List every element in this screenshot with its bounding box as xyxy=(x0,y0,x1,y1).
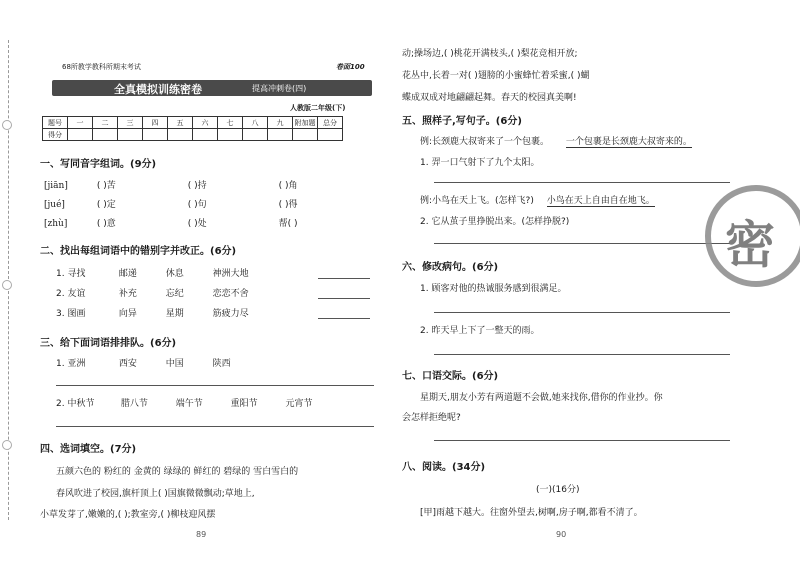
score-cell: 二 xyxy=(93,117,118,129)
full-score: 卷面100 xyxy=(336,63,365,71)
left-page xyxy=(0,0,398,566)
word: 重阳节 xyxy=(230,399,258,409)
score-cell: 三 xyxy=(118,117,143,129)
seal-character: 密 xyxy=(725,216,775,274)
score-input-cell[interactable] xyxy=(143,129,168,141)
grade-label: 人教版二年级(下) xyxy=(290,104,346,112)
word: 神洲大地 xyxy=(212,269,249,279)
binding-hole xyxy=(2,440,12,450)
word: 恋恋不舍 xyxy=(212,289,249,299)
score-input-cell[interactable] xyxy=(68,129,93,141)
blank-item[interactable]: ( )角 xyxy=(278,181,298,191)
score-cell: 九 xyxy=(268,117,293,129)
word: 邮递 xyxy=(118,269,137,279)
word: 西安 xyxy=(118,359,137,369)
answer-line[interactable] xyxy=(318,318,370,319)
q1-row xyxy=(44,197,298,210)
binding-hole xyxy=(2,120,12,130)
exam-subtitle: 提高冲刺卷(四) xyxy=(252,84,307,93)
answer-line[interactable] xyxy=(56,385,374,386)
word: 元宵节 xyxy=(285,399,313,409)
word: 补充 xyxy=(118,289,137,299)
q3-row xyxy=(56,396,313,409)
page-number: 89 xyxy=(196,530,207,539)
score-input-cell[interactable] xyxy=(318,129,343,141)
word: 1. 亚洲 xyxy=(56,359,86,369)
q6-item: 1. 顾客对他的热诚服务感到很满足。 xyxy=(420,284,567,294)
score-input-cell[interactable] xyxy=(218,129,243,141)
q5-heading: 五、照样子,写句子。(6分) xyxy=(402,116,522,127)
q2-row xyxy=(56,266,249,279)
q6-item: 2. 昨天早上下了一整天的雨。 xyxy=(420,326,540,336)
q4-passage-line: 动;操场边,( )桃花开满枝头,( )梨花竞相开放; xyxy=(402,49,578,59)
word: 腊八节 xyxy=(120,399,148,409)
example-answer: 小鸟在天上自由自在地飞。 xyxy=(547,193,655,207)
word: 2. 中秋节 xyxy=(56,399,95,409)
blank-item[interactable]: ( )定 xyxy=(96,200,116,210)
q4-word-bank: 五颜六色的 粉红的 金黄的 绿绿的 鲜红的 碧绿的 雪白雪白的 xyxy=(56,467,299,477)
q3-heading: 三、给下面词语排排队。(6分) xyxy=(40,338,177,349)
score-input-cell[interactable] xyxy=(118,129,143,141)
score-cell: 六 xyxy=(193,117,218,129)
blank-item[interactable]: ( )处 xyxy=(187,219,207,229)
score-input-cell[interactable] xyxy=(193,129,218,141)
word: 忘纪 xyxy=(165,289,184,299)
q4-passage-line: 小草发芽了,嫩嫩的,( );教室旁,( )柳枝迎风摆 xyxy=(40,510,216,520)
score-cell: 得分 xyxy=(43,129,68,141)
example-answer: 一个包裹是长颈鹿大叔寄来的。 xyxy=(566,134,692,148)
q4-passage-line: 蝶成双成对地翩翩起舞。春天的校园真美啊! xyxy=(402,93,577,103)
q2-heading: 二、找出每组词语中的错别字并改正。(6分) xyxy=(40,246,237,257)
score-cell: 七 xyxy=(218,117,243,129)
exam-title: 全真模拟训练密卷 xyxy=(114,83,202,96)
score-table xyxy=(42,116,343,141)
score-input-cell[interactable] xyxy=(268,129,293,141)
score-input-cell[interactable] xyxy=(243,129,268,141)
score-cell: 总分 xyxy=(318,117,343,129)
score-cell: 一 xyxy=(68,117,93,129)
word: 中国 xyxy=(165,359,184,369)
blank-item[interactable]: 帮( ) xyxy=(278,219,298,229)
binding-hole xyxy=(2,280,12,290)
blank-item[interactable]: ( )句 xyxy=(187,200,207,210)
q1-row xyxy=(44,216,298,229)
score-table-header-row xyxy=(43,117,343,129)
q2-row xyxy=(56,286,249,299)
answer-line[interactable] xyxy=(434,243,730,244)
pinyin: [jué] xyxy=(44,200,65,210)
word: 1. 寻找 xyxy=(56,269,86,279)
q8-heading: 八、阅读。(34分) xyxy=(402,462,486,473)
answer-line[interactable] xyxy=(318,298,370,299)
answer-line[interactable] xyxy=(318,278,370,279)
q5-example xyxy=(420,193,655,207)
word: 向异 xyxy=(118,309,137,319)
blank-item[interactable]: ( )持 xyxy=(187,181,207,191)
answer-line[interactable] xyxy=(56,426,374,427)
score-cell: 附加题 xyxy=(294,118,316,127)
word: 筋疲力尽 xyxy=(212,309,249,319)
score-cell: 四 xyxy=(143,117,168,129)
score-input-cell[interactable] xyxy=(93,129,118,141)
score-input-cell[interactable] xyxy=(293,129,318,141)
example-sentence: 例:长颈鹿大叔寄来了一个包裹。 xyxy=(420,137,550,147)
answer-line[interactable] xyxy=(434,440,730,441)
q7-heading: 七、口语交际。(6分) xyxy=(402,371,499,382)
q4-passage-line: 春风吹进了校园,旗杆顶上( )国旗微微飘动;草地上, xyxy=(56,489,255,499)
q8-subheading: (一)(16分) xyxy=(536,485,580,495)
answer-line[interactable] xyxy=(434,312,730,313)
score-cell: 五 xyxy=(168,117,193,129)
q2-row xyxy=(56,306,249,319)
q4-passage-line: 花丛中,长着一对( )翅膀的小蜜蜂忙着采蜜,( )蝴 xyxy=(402,71,590,81)
score-cell: 八 xyxy=(243,117,268,129)
answer-line[interactable] xyxy=(434,354,730,355)
blank-item[interactable]: ( )意 xyxy=(96,219,116,229)
q6-heading: 六、修改病句。(6分) xyxy=(402,262,499,273)
blank-item[interactable]: ( )苦 xyxy=(96,181,116,191)
q5-item: 2. 它从茧子里挣脱出来。(怎样挣脱?) xyxy=(420,217,570,227)
word: 3. 图画 xyxy=(56,309,86,319)
word: 陕西 xyxy=(212,359,231,369)
q3-row xyxy=(56,356,231,369)
score-table-score-row xyxy=(43,129,343,141)
q4-heading: 四、选词填空。(7分) xyxy=(40,444,137,455)
word: 休息 xyxy=(165,269,184,279)
answer-line[interactable] xyxy=(434,182,730,183)
word: 2. 友谊 xyxy=(56,289,86,299)
series-label: 68所教学教科所期末考试 xyxy=(62,63,141,71)
word: 端午节 xyxy=(175,399,203,409)
exam-title-bar xyxy=(52,80,372,96)
q5-item: 1. 羿一口气射下了九个太阳。 xyxy=(420,158,540,168)
q7-text: 会怎样拒绝呢? xyxy=(402,413,461,423)
score-input-cell[interactable] xyxy=(168,129,193,141)
pinyin: [jiān] xyxy=(44,181,68,191)
q8-passage: [甲]雨越下越大。往窗外望去,树啊,房子啊,都看不清了。 xyxy=(420,508,643,518)
word: 星期 xyxy=(165,309,184,319)
q1-heading: 一、写同音字组词。(9分) xyxy=(40,159,157,170)
page-number: 90 xyxy=(556,530,567,539)
example-sentence: 例:小鸟在天上飞。(怎样飞?) xyxy=(420,196,534,206)
q7-text: 星期天,朋友小芳有两道题不会做,她来找你,借你的作业抄。你 xyxy=(420,393,663,403)
q1-row xyxy=(44,178,298,191)
score-cell: 题号 xyxy=(43,117,68,129)
pinyin: [zhù] xyxy=(44,219,68,229)
q5-example xyxy=(420,134,692,148)
blank-item[interactable]: ( )得 xyxy=(278,200,298,210)
secret-seal-stamp xyxy=(705,185,800,287)
